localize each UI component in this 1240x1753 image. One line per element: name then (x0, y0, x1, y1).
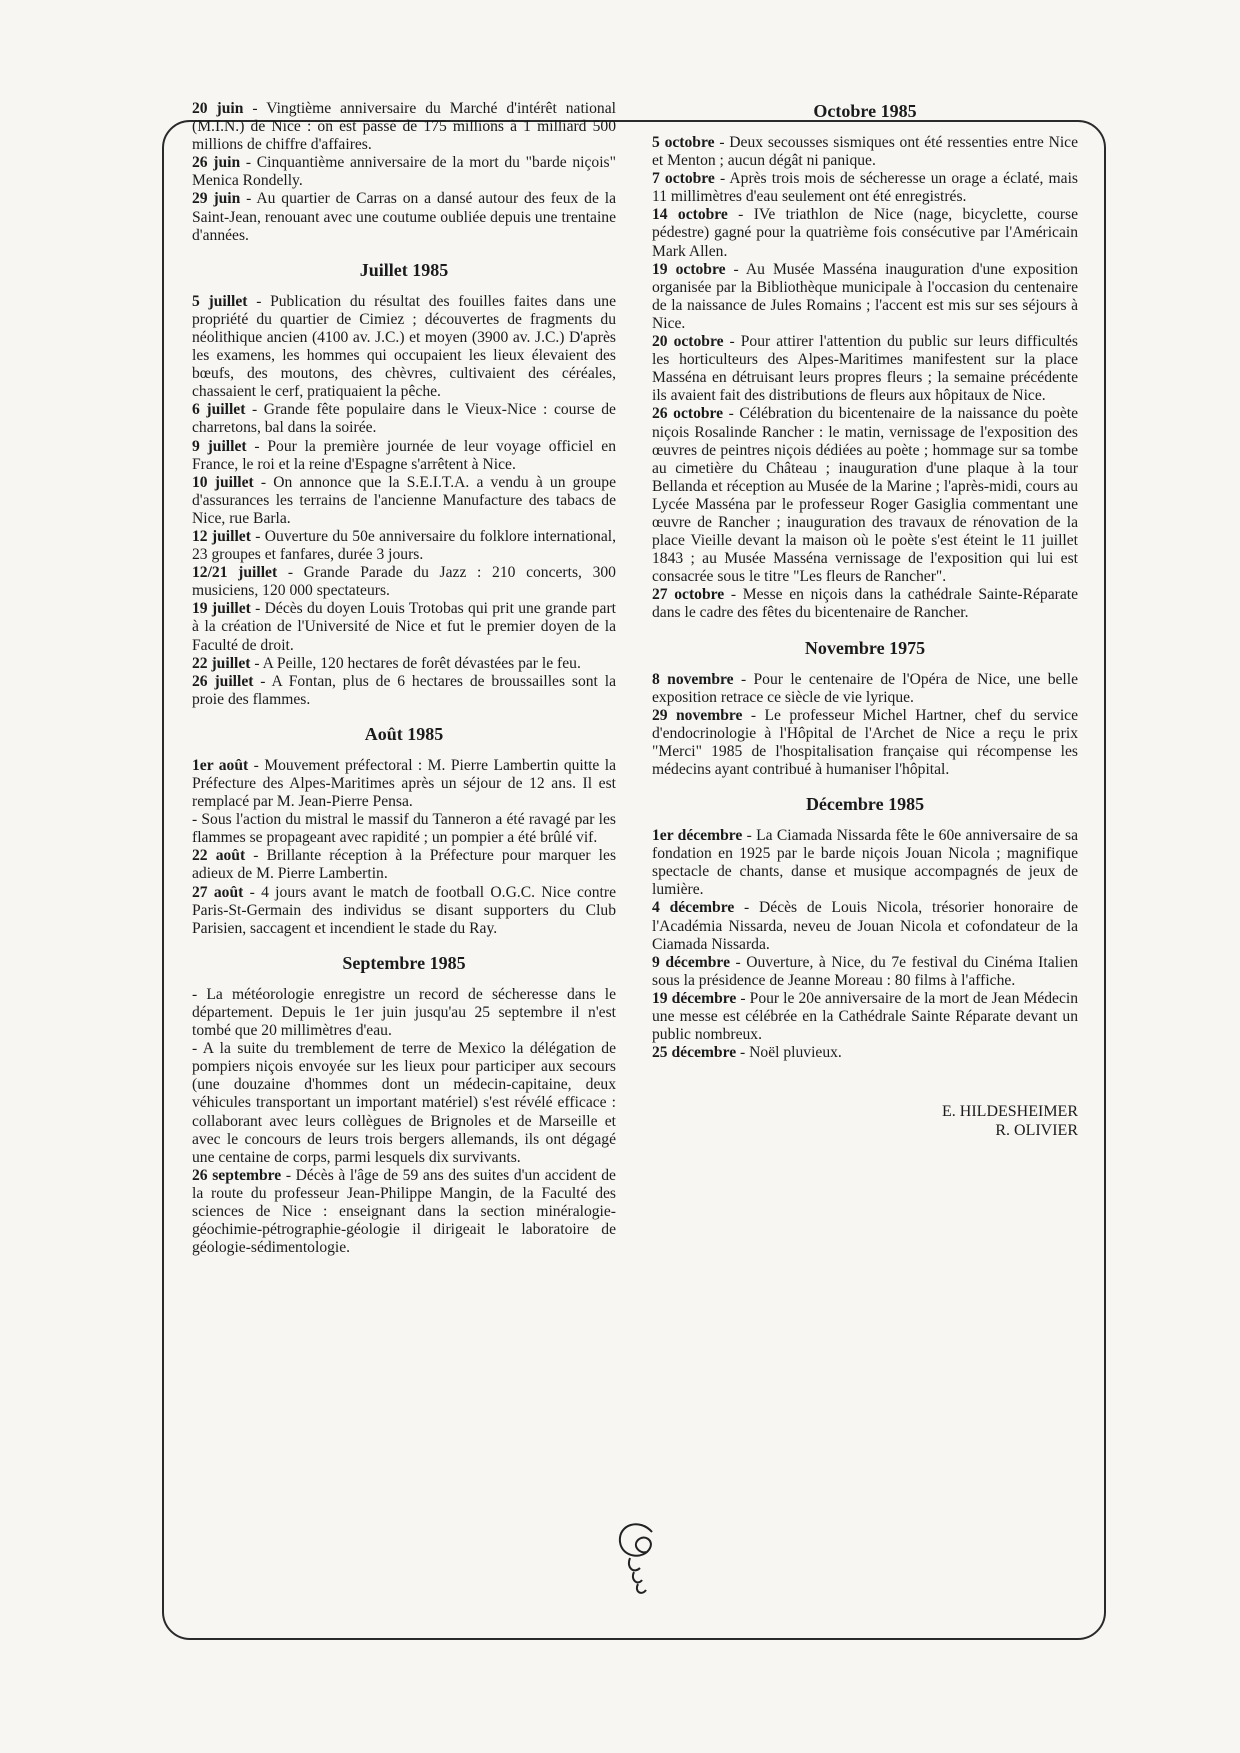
month-heading: Novembre 1975 (804, 637, 926, 658)
chronology-entry (192, 757, 616, 811)
entry-text: - Pour attirer l'attention du public sur leurs difficultés les horticulteurs des Alpes-Maritimes manifestent sur la place Masséna en détruisant leurs propres fleurs ; la semaine précédente ils avaient fait des distributions de fleurs aux hôpitaux de Nice. (652, 333, 1078, 405)
entry-date: 29 novembre (652, 706, 743, 724)
chronology-entry (192, 884, 616, 938)
entry-date: 26 juin (192, 154, 241, 172)
entry-text: - Pour le 20e anniversaire de la mort de Jean Médecin une messe est célébrée en la Cathédrale Sainte Réparate devant un public nombreux. (652, 989, 1079, 1044)
chronology-entry (192, 673, 616, 709)
entry-text: - Messe en niçois dans la cathédrale Sainte-Réparate dans le cadre des fêtes du bicentenaire de Rancher. (652, 586, 1078, 622)
entry-date: 19 octobre (652, 260, 726, 278)
entry-date: 10 juillet (192, 473, 254, 491)
entry-text: - A Fontan, plus de 6 hectares de broussailles sont la proie des flammes. (192, 672, 616, 708)
entry-text: - Au quartier de Carras on a dansé autour des feux de la Saint-Jean, renouant avec une coutume oubliée depuis une trentaine d'années. (192, 190, 616, 244)
chronology-entry (652, 899, 1078, 953)
entry-date: 19 juillet (192, 600, 251, 618)
chronology-entry (192, 154, 616, 190)
entry-date: 25 décembre (652, 1044, 737, 1062)
entry-date: 1er décembre (652, 827, 743, 845)
entry-text: - Au Musée Masséna inauguration d'une exposition organisée par la Bibliothèque municipale à l'occasion du centenaire de la naissance de Jules Romains ; l'accent est mis sur ses séjours à Nice. (652, 260, 1078, 332)
entry-date: 27 août (192, 883, 244, 901)
entry-date: 22 août (192, 847, 246, 865)
entry-date: 5 octobre (652, 134, 715, 151)
entry-text: - Mouvement préfectoral : M. Pierre Lambertin quitte la Préfecture des Alpes-Maritimes après un séjour de 12 ans. Il est remplacé par M. Jean-Pierre Pensa. (192, 756, 617, 811)
chronology-entry (192, 474, 616, 528)
entry-date: 20 octobre (652, 333, 724, 351)
entry-date: 14 octobre (652, 206, 728, 224)
chronology-entry (192, 564, 616, 600)
entry-text: - Vingtième anniversaire du Marché d'intérêt national (M.I.N.) de Nice : on est passé de 175 millions à 1 milliard 500 millions de chiffre d'affaires. (192, 100, 616, 154)
entry-date: 26 octobre (652, 405, 724, 423)
entry-text: - Le professeur Michel Hartner, chef du service d'endocrinologie à l'Hôpital de l'Archet de Nice a reçu le prix "Merci" 1985 de l'hospitalisation française qui récompense les médecins ayant contribué à humaniser l'hôpital. (652, 706, 1078, 778)
chronology-entry (192, 986, 616, 1040)
chronology-entry (192, 1167, 616, 1257)
entry-text: - Grande Parade du Jazz : 210 concerts, 300 musiciens, 120 000 spectateurs. (192, 564, 616, 600)
entry-text: - A la suite du tremblement de terre de Mexico la délégation de pompiers niçois envoyée sur les lieux pour participer aux secours (une douzaine d'hommes dont un médecin-capitaine, deux véhicules transportant un important matériel) s'est révélé efficace : collaborant avec leurs collègues de Brignoles et de Marseille et avec le concours de leurs trois bergers allemands, ils ont dégagé une centaine de corps, parmi lesquels dix survivants. (192, 1040, 616, 1166)
entry-text: - Ouverture du 50e anniversaire du folklore international, 23 groupes et fanfares, durée 3 jours. (192, 527, 616, 564)
entry-text: - Décès de Louis Nicola, trésorier honoraire de l'Académia Nissarda, neveu de Jouan Nicola et cofondateur de la Ciamada Nissarda. (652, 899, 1078, 953)
chronology-entry (652, 333, 1078, 405)
entry-date: 9 juillet (192, 437, 247, 455)
entry-text: - A Peille, 120 hectares de forêt dévastées par le feu. (250, 654, 581, 672)
chronology-entry (652, 206, 1078, 260)
entry-date: 27 octobre (652, 586, 725, 604)
right-column (652, 100, 1078, 1140)
entry-date: 7 octobre (652, 170, 715, 188)
chronology-entry (652, 954, 1078, 990)
chronology-entry (192, 655, 616, 673)
entry-text: - Sous l'action du mistral le massif du Tanneron a été ravagé par les flammes se propageant avec rapidité ; un pompier a été brûlé vif. (192, 811, 616, 847)
chronology-entry (652, 405, 1078, 586)
chronology-entry (652, 134, 1078, 170)
monogram-logo-icon (600, 1510, 680, 1600)
chronology-entry (652, 707, 1078, 779)
entry-date: 8 novembre (652, 670, 734, 688)
chronology-entry (652, 586, 1078, 622)
chronology-entry (192, 438, 616, 474)
entry-text: - 4 jours avant le match de football O.G.C. Nice contre Paris-St-Germain des individus se disant supporters du Club Parisien, saccagent et incendient le stade du Ray. (192, 883, 617, 937)
entry-text: - Noël pluvieux. (736, 1044, 842, 1062)
month-heading: Décembre 1985 (805, 794, 925, 815)
entry-text: - Grande fête populaire dans le Vieux-Nice : course de charretons, bal dans la soirée. (192, 401, 616, 437)
entry-date: 9 décembre (652, 953, 730, 971)
entry-text: - Décès à l'âge de 59 ans des suites d'un accident de la route du professeur Jean-Philippe Mangin, de la Faculté des sciences de Nice : enseignant dans la section minéralogie-géochimie-pétrographie-géologie il dirigeait le laboratoire de géologie-sédimentologie. (192, 1166, 616, 1257)
entry-date: 26 septembre (192, 1166, 282, 1184)
chronology-entry (652, 170, 1078, 206)
chronology-entry (652, 261, 1078, 333)
entry-date: 29 juin (192, 190, 241, 208)
chronology-entry (652, 990, 1078, 1044)
chronology-entry (652, 671, 1078, 707)
left-column (192, 100, 616, 1257)
chronology-entry (192, 528, 616, 564)
month-heading: Octobre 1985 (813, 101, 917, 121)
chronology-entry (192, 1040, 616, 1167)
signature-line: E. HILDESHEIMER (942, 1103, 1078, 1121)
chronology-entry (192, 293, 616, 402)
entry-date: 1er août (192, 756, 249, 774)
month-heading: Juillet 1985 (359, 259, 449, 280)
chronology-entry (192, 401, 616, 437)
entry-date: 12/21 juillet (192, 564, 278, 582)
entry-date: 19 décembre (652, 989, 737, 1007)
chronology-entry (192, 847, 616, 883)
entry-date: 12 juillet (192, 527, 251, 545)
entry-text: - Cinquantième anniversaire de la mort du "barde niçois" Menica Rondelly. (192, 154, 616, 190)
entry-date: 6 juillet (192, 401, 246, 419)
right-column-items (652, 100, 1078, 1062)
entry-text: - On annonce que la S.E.I.T.A. a vendu à un groupe d'assurances les terrains de l'ancienne Manufacture des tabacs de Nice, rue Barla. (192, 473, 616, 527)
signature (652, 1102, 1078, 1140)
entry-text: - Pour le centenaire de l'Opéra de Nice, une belle exposition retrace ce siècle de vie lyrique. (652, 670, 1078, 706)
entry-text: - Décès du doyen Louis Trotobas qui prit une grande part à la création de l'Université de Nice et fut le premier doyen de la Faculté de droit. (192, 600, 616, 654)
month-heading: Août 1985 (364, 723, 444, 744)
entry-text: - Brillante réception à la Préfecture pour marquer les adieux de M. Pierre Lambertin. (192, 847, 617, 883)
entry-text: - Deux secousses sismiques ont été ressenties entre Nice et Menton ; aucun dégât ni panique. (652, 134, 1079, 170)
entry-text: - La météorologie enregistre un record de sécheresse dans le département. Depuis le 1er juin jusqu'au 25 septembre il n'est tombé que 20 millimètres d'eau. (192, 985, 616, 1040)
entry-text: - La Ciamada Nissarda fête le 60e anniversaire de sa fondation en 1925 par le barde niçois Jouan Nicola ; magnifique spectacle de chants, danse et musique accompagnés de jeux de lumière. (652, 827, 1078, 899)
entry-text: - Après trois mois de sécheresse un orage a éclaté, mais 11 millimètres d'eau seulement ont été enregistrés. (652, 170, 1078, 206)
chronology-entry (652, 827, 1078, 899)
chronology-entry (652, 1044, 1078, 1062)
entry-text: - Publication du résultat des fouilles faites dans une propriété du quartier de Cimiez ; découvertes de fragments du néolithique ancien (4100 av. J.C.) et moyen (3900 av. J.C.) D'après les examens, les hommes qui occupaient les lieux élevaient des bœufs, des moutons, des chèvres, cultivaient des céréales, chassaient le cerf, pratiquaient la pêche. (192, 292, 616, 401)
entry-date: 4 décembre (652, 899, 735, 917)
entry-date: 22 juillet (192, 654, 251, 672)
entry-text: - IVe triathlon de Nice (nage, bicyclette, course pédestre) gagné pour la quatrième fois consécutive par l'Américain Mark Allen. (652, 206, 1078, 260)
entry-date: 26 juillet (192, 672, 254, 690)
chronology-entry (192, 190, 616, 244)
chronology-entry (192, 811, 616, 847)
entry-text: - Pour la première journée de leur voyage officiel en France, le roi et la reine d'Espagne s'arrêtent à Nice. (192, 437, 616, 473)
entry-text: - Célébration du bicentenaire de la naissance du poète niçois Rosalinde Rancher : le matin, vernissage de l'exposition des œuvres de peintres niçois dédiées au poète ; hommage sur sa tombe au cimetière du Château ; inauguration d'une plaque à la tour Bellanda et réception au Musée de la Marine ; l'après-midi, cours au Lycée Masséna par le professeur Roger Gasiglia commentant une œuvre de Rancher ; inauguration des travaux de rénovation de la place Vieille devant la maison où le poète s'est éteint le 11 juillet 1843 ; au Musée Masséna vernissage de l'exposition qui lui est consacrée sous le titre "Les fleurs de Rancher". (652, 405, 1079, 586)
chronology-entry (192, 600, 616, 654)
chronology-entry (192, 100, 616, 154)
entry-text: - Ouverture, à Nice, du 7e festival du Cinéma Italien sous la présidence de Jeanne Moreau : 80 films à l'affiche. (652, 953, 1079, 989)
signature-line: R. OLIVIER (995, 1122, 1078, 1140)
entry-date: 20 juin (192, 100, 244, 117)
month-heading: Septembre 1985 (342, 952, 466, 973)
entry-date: 5 juillet (192, 292, 248, 310)
